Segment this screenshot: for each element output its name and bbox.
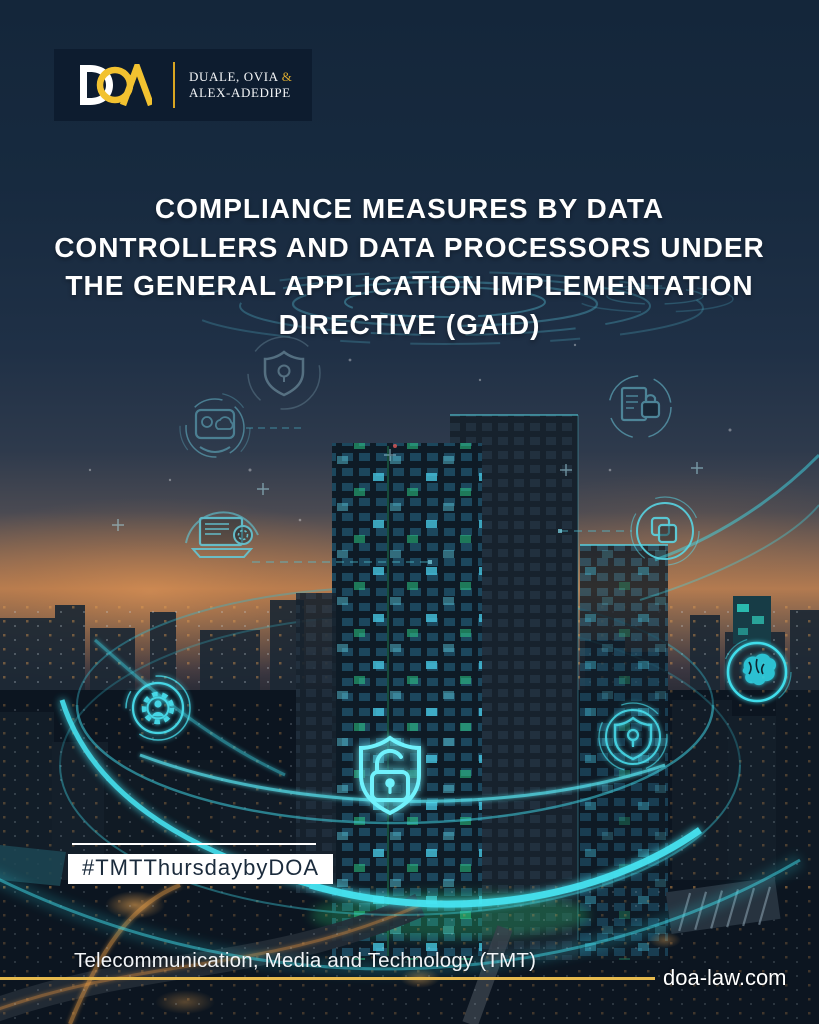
footer-category: Telecommunication, Media and Technology (TMT) <box>74 949 537 972</box>
logo-divider <box>173 62 175 108</box>
title-line-1: COMPLIANCE MEASURES BY DATA <box>154 193 665 224</box>
footer-gold-line <box>0 977 655 980</box>
firm-name-line1: DUALE, OVIA <box>189 68 278 84</box>
title-line-3: THE GENERAL APPLICATION IMPLEMENTATION <box>65 270 754 301</box>
doa-monogram-logo <box>78 64 152 106</box>
footer-website: doa-law.com <box>663 965 787 990</box>
page-title <box>0 190 819 344</box>
hashtag-accent-line <box>72 843 316 845</box>
firm-name-line2: ALEX-ADEDIPE <box>189 85 291 100</box>
brand-logo <box>54 49 312 121</box>
hashtag-block <box>68 843 333 884</box>
title-line-2: CONTROLLERS AND DATA PROCESSORS UNDER <box>54 231 765 263</box>
hashtag-badge: #TMTThursdaybyDOA <box>68 854 333 884</box>
title-line-4: DIRECTIVE (GAID) <box>278 308 541 340</box>
firm-name-ampersand: & <box>281 68 293 84</box>
firm-name <box>189 69 293 102</box>
